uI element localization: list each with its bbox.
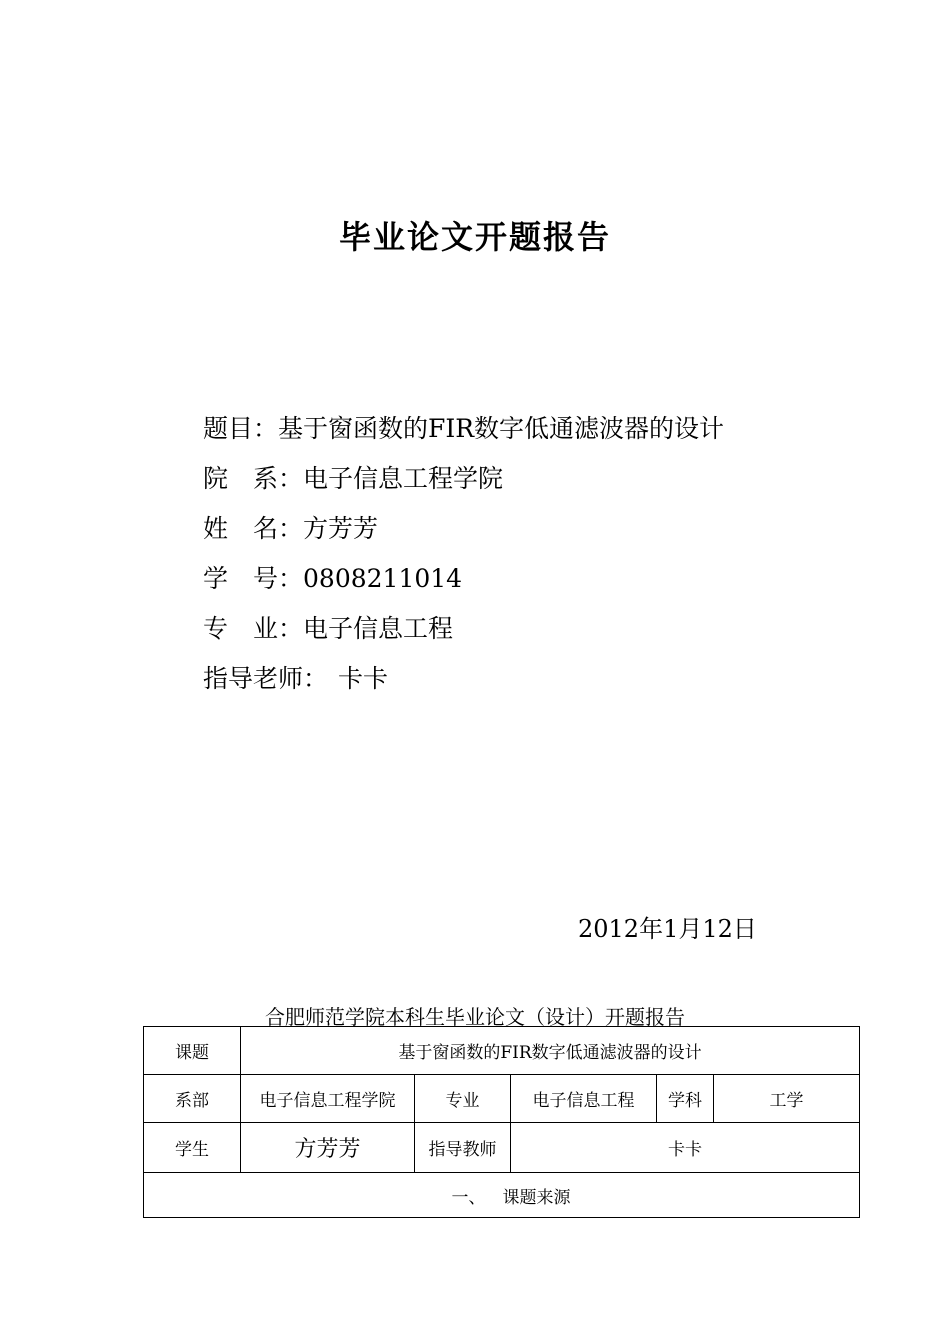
department-label: 院 系： <box>203 464 304 493</box>
advisor-row <box>203 660 724 710</box>
section1-title: 课题来源 <box>502 1187 571 1208</box>
advisor-cell-label: 指导教师 <box>415 1123 511 1173</box>
table-row <box>144 1075 860 1123</box>
major-cell-label: 专业 <box>415 1075 511 1123</box>
department-row <box>203 460 724 510</box>
cover-info-block <box>203 410 724 710</box>
major-cell-value: 电子信息工程 <box>511 1075 657 1123</box>
document-title: 毕业论文开题报告 <box>338 218 611 256</box>
table-caption: 合肥师范学院本科生毕业论文（设计）开题报告 <box>265 1005 685 1029</box>
name-row <box>203 510 724 560</box>
topic-cell-value: 基于窗函数的FIR数字低通滤波器的设计 <box>241 1027 860 1075</box>
student-id-value: 0808211014 <box>303 564 463 593</box>
name-value: 方芳芳 <box>303 514 379 543</box>
dept-cell-value: 电子信息工程学院 <box>241 1075 415 1123</box>
topic-row <box>203 410 724 460</box>
dept-cell-label: 系部 <box>144 1075 241 1123</box>
student-cell-value: 方芳芳 <box>241 1123 415 1173</box>
department-value: 电子信息工程学院 <box>303 464 504 493</box>
major-label: 专 业： <box>203 614 304 643</box>
discipline-cell-label: 学科 <box>657 1075 714 1123</box>
advisor-label: 指导老师： <box>203 664 329 693</box>
table-row <box>144 1173 860 1218</box>
section1-number: 一、 <box>451 1187 486 1208</box>
student-id-label: 学 号： <box>203 564 304 593</box>
table-row <box>144 1123 860 1173</box>
proposal-table <box>143 1026 860 1218</box>
major-row <box>203 610 724 660</box>
student-id-row <box>203 560 724 610</box>
advisor-value: 卡卡 <box>338 664 389 693</box>
discipline-cell-value: 工学 <box>714 1075 860 1123</box>
topic-cell-label: 课题 <box>144 1027 241 1075</box>
topic-label: 题目： <box>203 414 279 443</box>
major-value: 电子信息工程 <box>303 614 454 643</box>
topic-value: 基于窗函数的FIR数字低通滤波器的设计 <box>278 414 725 443</box>
report-date: 2012年1月12日 <box>578 915 757 943</box>
section1-cell <box>144 1173 860 1218</box>
name-label: 姓 名： <box>203 514 304 543</box>
table-row <box>144 1027 860 1075</box>
advisor-cell-value: 卡卡 <box>511 1123 860 1173</box>
student-cell-label: 学生 <box>144 1123 241 1173</box>
